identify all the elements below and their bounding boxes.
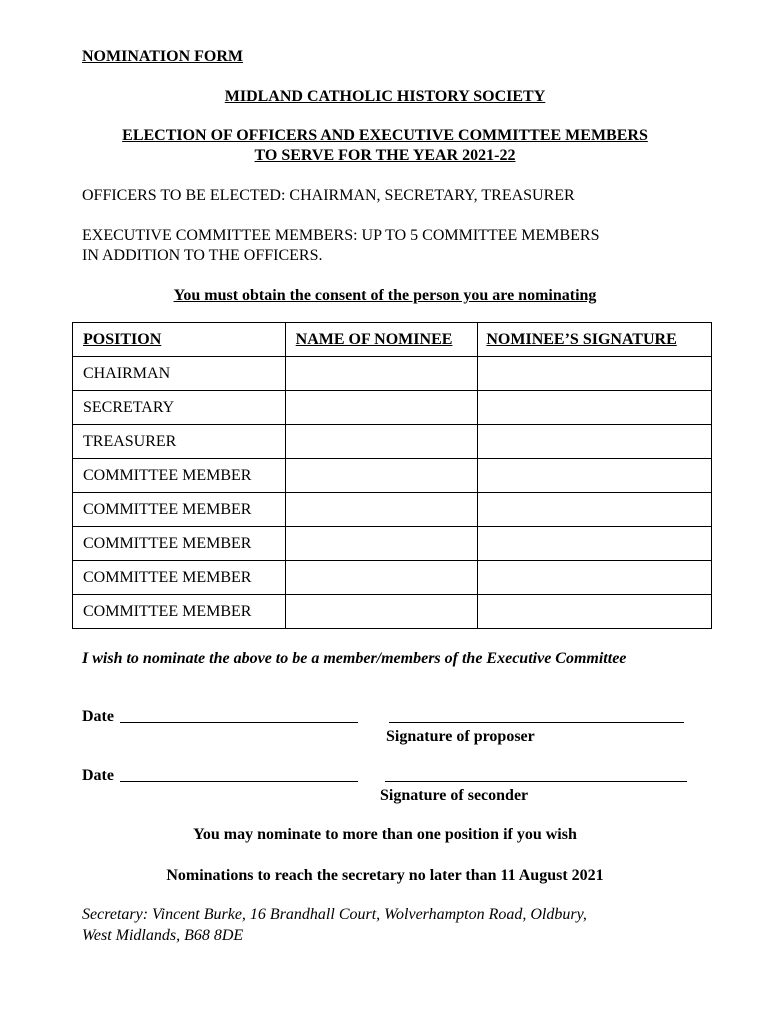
position-label: TREASURER (73, 425, 286, 459)
nominee-name-cell[interactable] (285, 595, 478, 629)
election-heading-line1: ELECTION OF OFFICERS AND EXECUTIVE COMMITTEE MEMBERS (122, 127, 648, 144)
executive-members-line1: EXECUTIVE COMMITTEE MEMBERS: UP TO 5 COMMITTEE MEMBERS (82, 227, 600, 244)
seconder-signature-field[interactable] (385, 781, 687, 782)
table-row (73, 595, 712, 629)
position-label: COMMITTEE MEMBER (73, 459, 286, 493)
position-label: COMMITTEE MEMBER (73, 595, 286, 629)
position-label: COMMITTEE MEMBER (73, 561, 286, 595)
proposer-signature-field[interactable] (389, 722, 684, 723)
consent-notice: You must obtain the consent of the person you are nominating (173, 287, 597, 304)
nominee-name-cell[interactable] (285, 493, 478, 527)
position-label: CHAIRMAN (73, 357, 286, 391)
column-header-nominee-signature: NOMINEE’S SIGNATURE (478, 323, 712, 357)
table-row (73, 459, 712, 493)
form-title: NOMINATION FORM (82, 48, 244, 65)
proposer-signature-label: Signature of proposer (386, 728, 535, 745)
officers-to-elect: OFFICERS TO BE ELECTED: CHAIRMAN, SECRETARY, TREASURER (82, 187, 575, 204)
proposer-date-field[interactable] (120, 722, 358, 723)
position-label: SECRETARY (73, 391, 286, 425)
table-row (73, 527, 712, 561)
column-header-position: POSITION (73, 323, 286, 357)
nominee-signature-cell[interactable] (478, 425, 712, 459)
nominee-signature-cell[interactable] (478, 595, 712, 629)
nominee-name-cell[interactable] (285, 425, 478, 459)
seconder-date-label: Date (82, 767, 114, 784)
table-row (73, 425, 712, 459)
nominee-signature-cell[interactable] (478, 561, 712, 595)
nominee-signature-cell[interactable] (478, 459, 712, 493)
nominee-name-cell[interactable] (285, 527, 478, 561)
election-heading-line2: TO SERVE FOR THE YEAR 2021-22 (254, 147, 516, 164)
table-row (73, 357, 712, 391)
seconder-date-field[interactable] (120, 781, 358, 782)
table-row (73, 391, 712, 425)
nominee-signature-cell[interactable] (478, 493, 712, 527)
nominee-name-cell[interactable] (285, 459, 478, 493)
nomination-table (72, 322, 712, 629)
nominee-signature-cell[interactable] (478, 391, 712, 425)
seconder-signature-label: Signature of seconder (380, 787, 529, 804)
table-row (73, 561, 712, 595)
position-label: COMMITTEE MEMBER (73, 493, 286, 527)
table-header-row (73, 323, 712, 357)
nominee-signature-cell[interactable] (478, 357, 712, 391)
executive-members-line2: IN ADDITION TO THE OFFICERS. (82, 247, 323, 264)
position-label: COMMITTEE MEMBER (73, 527, 286, 561)
nominee-name-cell[interactable] (285, 391, 478, 425)
deadline-note: Nominations to reach the secretary no later than 11 August 2021 (166, 867, 604, 884)
nomination-declaration: I wish to nominate the above to be a member/members of the Executive Committee (82, 650, 627, 667)
multiple-positions-note: You may nominate to more than one position if you wish (193, 826, 577, 843)
nominee-name-cell[interactable] (285, 357, 478, 391)
society-name: MIDLAND CATHOLIC HISTORY SOCIETY (224, 88, 546, 105)
column-header-nominee-name: NAME OF NOMINEE (285, 323, 478, 357)
nominee-signature-cell[interactable] (478, 527, 712, 561)
secretary-address-line1: Secretary: Vincent Burke, 16 Brandhall Court, Wolverhampton Road, Oldbury, (82, 906, 587, 923)
secretary-address-line2: West Midlands, B68 8DE (82, 927, 244, 944)
table-row (73, 493, 712, 527)
proposer-date-label: Date (82, 708, 114, 725)
nominee-name-cell[interactable] (285, 561, 478, 595)
